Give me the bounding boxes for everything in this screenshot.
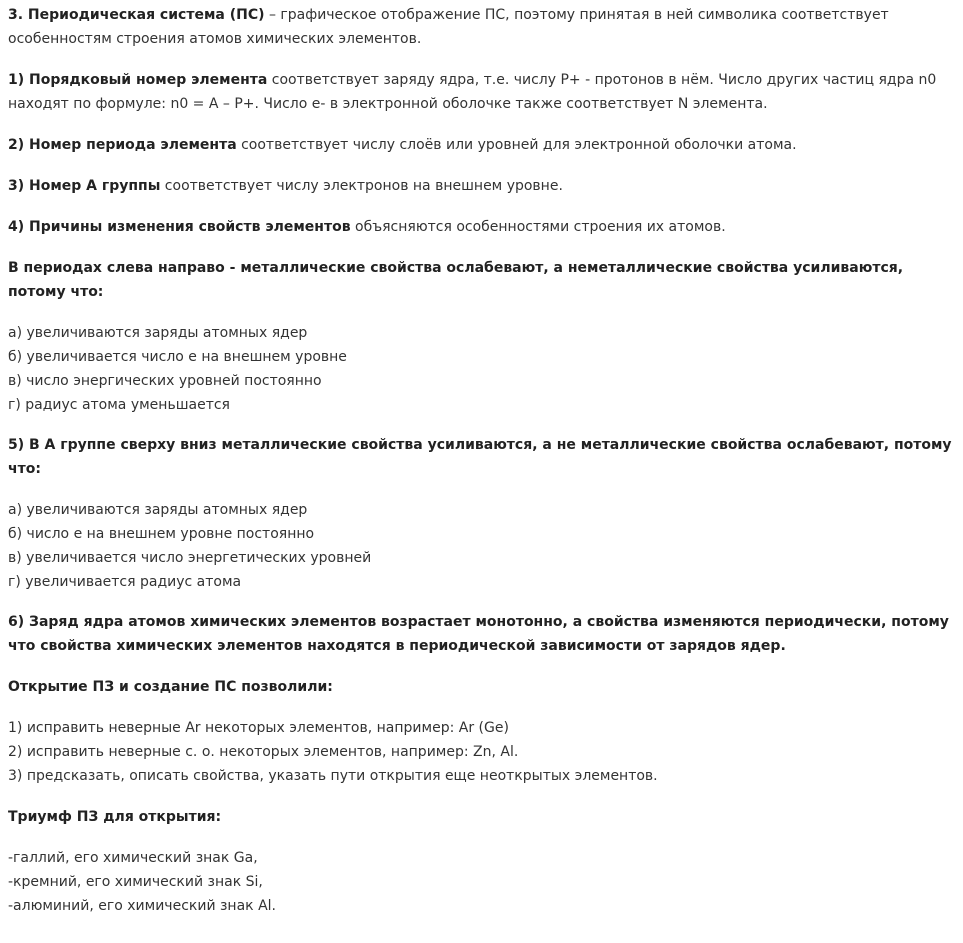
list-item: 1) исправить неверные Ar некоторых элементов, например: Ar (Ge) <box>8 720 509 736</box>
paragraph-text: соответствует заряду ядра, т.е. числу P+ - протонов в нём. Число других частиц ядра n0 находят по формуле: n0 = A – P+. Число e- в электронной оболочке также соответствует N элемента. <box>8 72 937 112</box>
groups-list <box>8 498 955 594</box>
paragraph-text: соответствует числу слоёв или уровней для электронной оболочки атома. <box>236 137 797 153</box>
list-item: -галлий, его химический знак Ga, <box>8 850 258 866</box>
paragraph-atomic-number <box>8 68 955 116</box>
list-item: г) увеличивается радиус атома <box>8 574 242 590</box>
paragraph-group-number <box>8 174 955 198</box>
list-item: в) увеличивается число энергетических уровней <box>8 550 372 566</box>
paragraph-property-causes <box>8 215 955 239</box>
paragraph-text: соответствует числу электронов на внешнем уровне. <box>160 178 563 194</box>
list-item: а) увеличиваются заряды атомных ядер <box>8 502 308 518</box>
list-item: -алюминий, его химический знак Al. <box>8 898 276 914</box>
periods-heading: В периодах слева направо - металлические свойства ослабевают, а неметаллические свойства усиливаются, потому что: <box>8 260 904 300</box>
paragraph-bold-lead: 4) Причины изменения свойств элементов <box>8 219 351 235</box>
paragraph-text: объясняются особенностями строения их атомов. <box>350 219 726 235</box>
paragraph-nuclear-charge: 6) Заряд ядра атомов химических элементов возрастает монотонно, а свойства изменяются периодически, потому что свойства химических элементов находятся в периодической зависимости от зарядов ядер. <box>8 614 949 654</box>
groups-heading: 5) В А группе сверху вниз металлические свойства усиливаются, а не металлические свойства ослабевают, потому что: <box>8 437 952 477</box>
list-item: а) увеличиваются заряды атомных ядер <box>8 325 308 341</box>
list-item: 2) исправить неверные с. о. некоторых элементов, например: Zn, Al. <box>8 744 519 760</box>
list-item: г) радиус атома уменьшается <box>8 397 230 413</box>
list-item: 3) предсказать, описать свойства, указать пути открытия еще неоткрытых элементов. <box>8 768 658 784</box>
discovery-list <box>8 716 955 788</box>
discovery-heading: Открытие ПЗ и создание ПС позволили: <box>8 679 333 695</box>
paragraph-bold-lead: 3. Периодическая система (ПС) <box>8 7 265 23</box>
paragraph-bold-lead: 3) Номер А группы <box>8 178 161 194</box>
list-item: б) число е на внешнем уровне постоянно <box>8 526 315 542</box>
periods-list <box>8 321 955 417</box>
paragraph-bold-lead: 1) Порядковый номер элемента <box>8 72 268 88</box>
triumph-heading: Триумф ПЗ для открытия: <box>8 809 222 825</box>
paragraph-text: – графическое отображение ПС, поэтому принятая в ней символика соответствует особенностям строения атомов химических элементов. <box>8 7 889 47</box>
paragraph-period-number <box>8 133 955 157</box>
triumph-list <box>8 846 955 918</box>
list-item: в) число энергических уровней постоянно <box>8 373 322 389</box>
paragraph-periodic-system <box>8 3 955 51</box>
paragraph-bold-lead: 2) Номер периода элемента <box>8 137 237 153</box>
list-item: -кремний, его химический знак Si, <box>8 874 263 890</box>
list-item: б) увеличивается число е на внешнем уровне <box>8 349 347 365</box>
